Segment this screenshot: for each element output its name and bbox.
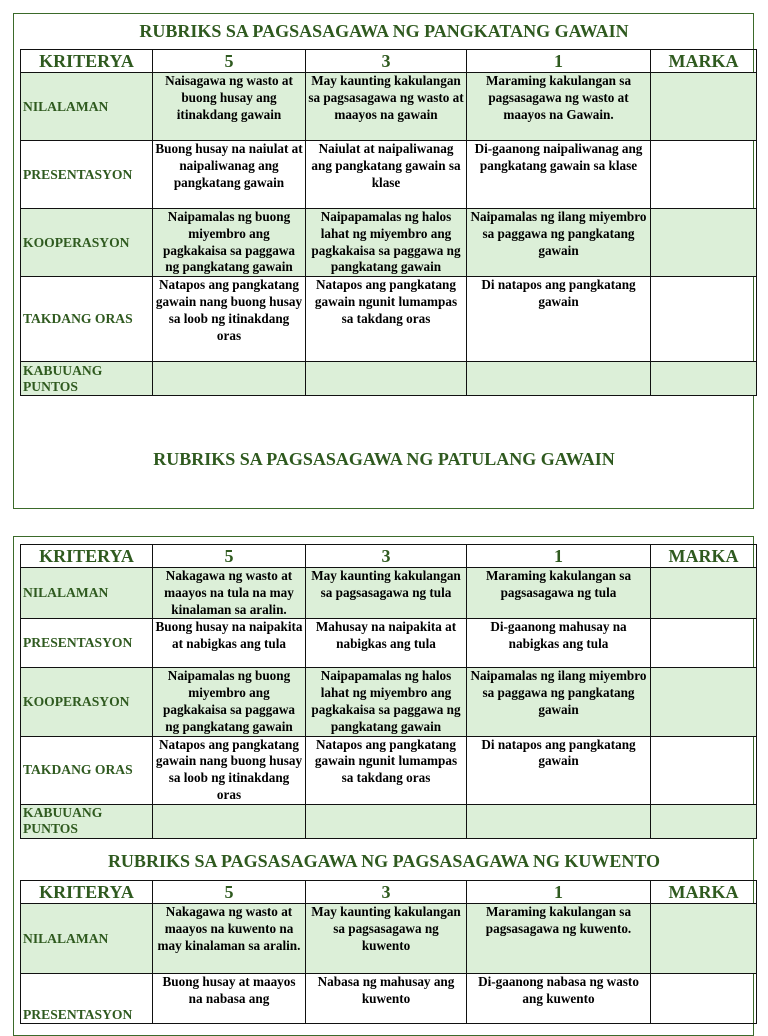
total-cell — [153, 804, 306, 838]
table-row — [21, 619, 757, 668]
marka-cell[interactable] — [651, 904, 757, 974]
score1-cell: Maraming kakulangan sa pagsasagawa ng kuwento. — [467, 904, 651, 974]
section2-title: RUBRIKS SA PAGSASAGAWA NG PATULANG GAWAIN — [153, 449, 615, 469]
score1-cell: Di-gaanong mahusay na nabigkas ang tula — [467, 619, 651, 668]
header-5: 5 — [153, 881, 306, 904]
header-marka: MARKA — [651, 50, 757, 73]
score5-cell: Natapos ang pangkatang gawain nang buong husay sa loob ng itinakdang oras — [153, 736, 306, 804]
score1-cell: Di natapos ang pangkatang gawain — [467, 736, 651, 804]
total-cell — [306, 362, 467, 396]
rubric-table-2 — [20, 544, 757, 839]
score3-cell: Nabasa ng mahusay ang kuwento — [306, 974, 467, 1024]
score3-cell: Mahusay na naipakita at nabigkas ang tula — [306, 619, 467, 668]
header-1: 1 — [467, 50, 651, 73]
header-kriterya: KRITERYA — [21, 50, 153, 73]
score3-cell: May kaunting kakulangan sa pagsasagawa ng kuwento — [306, 904, 467, 974]
score5-cell: Nakagawa ng wasto at maayos na tula na may kinalaman sa aralin. — [153, 568, 306, 619]
header-marka: MARKA — [651, 545, 757, 568]
score1-cell: Di natapos ang pangkatang gawain — [467, 277, 651, 362]
table-row — [21, 568, 757, 619]
score3-cell: Natapos ang pangkatang gawain ngunit lumampas sa takdang oras — [306, 277, 467, 362]
score5-cell: Buong husay at maayos na nabasa ang — [153, 974, 306, 1024]
score3-cell: Naipapamalas ng halos lahat ng miyembro ang pagkakaisa sa paggawa ng pangkatang gawain — [306, 668, 467, 736]
total-row — [21, 362, 757, 396]
table-row — [21, 668, 757, 736]
header-3: 3 — [306, 50, 467, 73]
score5-cell: Natapos ang pangkatang gawain nang buong husay sa loob ng itinakdang oras — [153, 277, 306, 362]
total-cell — [306, 804, 467, 838]
header-3: 3 — [306, 545, 467, 568]
section3-title: RUBRIKS SA PAGSASAGAWA NG PAGSASAGAWA NG KUWENTO — [107, 851, 661, 871]
header-5: 5 — [153, 50, 306, 73]
section1-title: RUBRIKS SA PAGSASAGAWA NG PANGKATANG GAWAIN — [139, 21, 629, 41]
rubric-table-3 — [20, 880, 757, 1024]
score1-cell: Maraming kakulangan sa pagsasagawa ng wasto at maayos na Gawain. — [467, 73, 651, 141]
header-marka: MARKA — [651, 881, 757, 904]
table-row — [21, 736, 757, 804]
marka-cell[interactable] — [651, 668, 757, 736]
header-3: 3 — [306, 881, 467, 904]
criteria-cell: PRESENTASYON — [21, 619, 153, 668]
total-label: KABUUANG PUNTOS — [21, 804, 153, 838]
score3-cell: Natapos ang pangkatang gawain ngunit lumampas sa takdang oras — [306, 736, 467, 804]
score3-cell: May kaunting kakulangan sa pagsasagawa ng wasto at maayos na gawain — [306, 73, 467, 141]
table-row — [21, 904, 757, 974]
criteria-cell: PRESENTASYON — [21, 141, 153, 209]
score5-cell: Buong husay na naiulat at naipaliwanag ang pangkatang gawain — [153, 141, 306, 209]
score1-cell: Di-gaanong naipaliwanag ang pangkatang gawain sa klase — [467, 141, 651, 209]
header-kriterya: KRITERYA — [21, 881, 153, 904]
total-marka-cell[interactable] — [651, 804, 757, 838]
table-row — [21, 974, 757, 1024]
table-row — [21, 141, 757, 209]
marka-cell[interactable] — [651, 209, 757, 277]
total-row — [21, 804, 757, 838]
score3-cell: Naipapamalas ng halos lahat ng miyembro ang pagkakaisa sa paggawa ng pangkatang gawain — [306, 209, 467, 277]
header-1: 1 — [467, 545, 651, 568]
table-row — [21, 209, 757, 277]
score1-cell: Maraming kakulangan sa pagsasagawa ng tula — [467, 568, 651, 619]
criteria-cell: TAKDANG ORAS — [21, 277, 153, 362]
score3-cell: May kaunting kakulangan sa pagsasagawa ng tula — [306, 568, 467, 619]
score1-cell: Naipamalas ng ilang miyembro sa paggawa ng pangkatang gawain — [467, 668, 651, 736]
total-label: KABUUANG PUNTOS — [21, 362, 153, 396]
marka-cell[interactable] — [651, 73, 757, 141]
marka-cell[interactable] — [651, 974, 757, 1024]
header-kriterya: KRITERYA — [21, 545, 153, 568]
marka-cell[interactable] — [651, 736, 757, 804]
score5-cell: Nakagawa ng wasto at maayos na kuwento na may kinalaman sa aralin. — [153, 904, 306, 974]
score1-cell: Naipamalas ng ilang miyembro sa paggawa ng pangkatang gawain — [467, 209, 651, 277]
criteria-cell: KOOPERASYON — [21, 668, 153, 736]
score1-cell: Di-gaanong nabasa ng wasto ang kuwento — [467, 974, 651, 1024]
table-row — [21, 277, 757, 362]
score3-cell: Naiulat at naipaliwanag ang pangkatang gawain sa klase — [306, 141, 467, 209]
table-row — [21, 73, 757, 141]
marka-cell[interactable] — [651, 277, 757, 362]
marka-cell[interactable] — [651, 619, 757, 668]
total-marka-cell[interactable] — [651, 362, 757, 396]
score5-cell: Naisagawa ng wasto at buong husay ang itinakdang gawain — [153, 73, 306, 141]
score5-cell: Naipamalas ng buong miyembro ang pagkakaisa sa paggawa ng pangkatang gawain — [153, 668, 306, 736]
total-cell — [467, 804, 651, 838]
criteria-cell: NILALAMAN — [21, 73, 153, 141]
criteria-cell: TAKDANG ORAS — [21, 736, 153, 804]
criteria-cell: NILALAMAN — [21, 904, 153, 974]
score5-cell: Buong husay na naipakita at nabigkas ang tula — [153, 619, 306, 668]
total-cell — [467, 362, 651, 396]
rubric-table-1 — [20, 49, 757, 396]
score5-cell: Naipamalas ng buong miyembro ang pagkakaisa sa paggawa ng pangkatang gawain — [153, 209, 306, 277]
criteria-cell: PRESENTASYON — [21, 974, 153, 1024]
criteria-cell: NILALAMAN — [21, 568, 153, 619]
criteria-cell: KOOPERASYON — [21, 209, 153, 277]
marka-cell[interactable] — [651, 141, 757, 209]
marka-cell[interactable] — [651, 568, 757, 619]
header-5: 5 — [153, 545, 306, 568]
header-1: 1 — [467, 881, 651, 904]
total-cell — [153, 362, 306, 396]
